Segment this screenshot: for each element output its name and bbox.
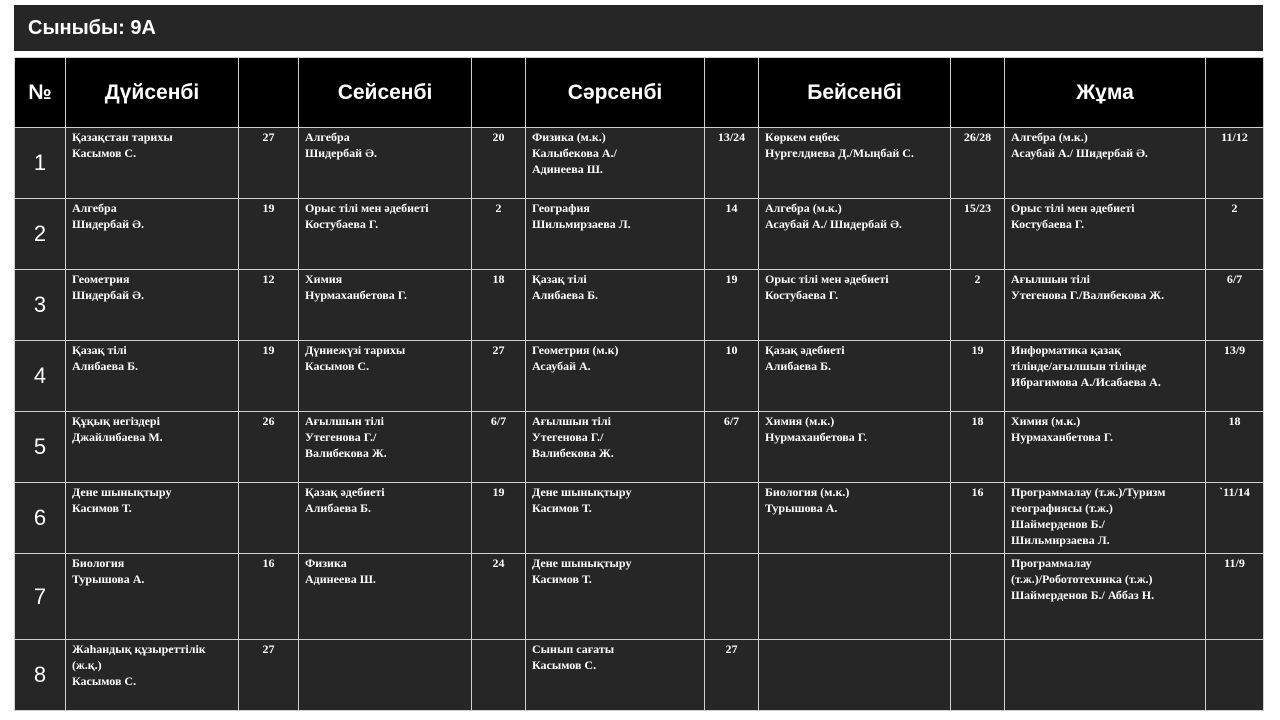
monday-room: 27 — [239, 640, 299, 711]
thursday-subject — [759, 640, 951, 711]
header-friday: Жұма — [1005, 58, 1206, 128]
wednesday-subject: Дене шынықтыру Касимов Т. — [526, 554, 705, 640]
lesson-row — [15, 128, 1264, 199]
wednesday-subject: Ағылшын тілі Утегенова Г./ Валибекова Ж. — [526, 412, 705, 483]
header-wednesday-room — [705, 58, 759, 128]
header-monday-room — [239, 58, 299, 128]
tuesday-room: 2 — [472, 199, 526, 270]
header-friday-room — [1206, 58, 1264, 128]
friday-subject — [1005, 640, 1206, 711]
wednesday-subject: Сынып сағаты Касымов С. — [526, 640, 705, 711]
thursday-room: 2 — [951, 270, 1005, 341]
tuesday-subject: Қазақ әдебиеті Алибаева Б. — [299, 483, 472, 554]
monday-subject: Дене шынықтыру Касимов Т. — [66, 483, 239, 554]
thursday-subject: Орыс тілі мен әдебиеті Костубаева Г. — [759, 270, 951, 341]
lesson-number: 4 — [15, 341, 66, 412]
monday-room: 19 — [239, 199, 299, 270]
thursday-subject: Қазақ әдебиеті Алибаева Б. — [759, 341, 951, 412]
header-monday: Дүйсенбі — [66, 58, 239, 128]
friday-room: 6/7 — [1206, 270, 1264, 341]
tuesday-room: 27 — [472, 341, 526, 412]
tuesday-room — [472, 640, 526, 711]
monday-room: 26 — [239, 412, 299, 483]
friday-subject: Ағылшын тілі Утегенова Г./Валибекова Ж. — [1005, 270, 1206, 341]
friday-room — [1206, 640, 1264, 711]
wednesday-room — [705, 554, 759, 640]
monday-room: 19 — [239, 341, 299, 412]
thursday-room: 26/28 — [951, 128, 1005, 199]
tuesday-room: 20 — [472, 128, 526, 199]
monday-room: 16 — [239, 554, 299, 640]
header-row — [15, 58, 1264, 128]
tuesday-subject: Химия Нурмаханбетова Г. — [299, 270, 472, 341]
lesson-row — [15, 412, 1264, 483]
wednesday-room: 13/24 — [705, 128, 759, 199]
friday-subject: Алгебра (м.к.) Асаубай А./ Шидербай Ә. — [1005, 128, 1206, 199]
wednesday-subject: Дене шынықтыру Касимов Т. — [526, 483, 705, 554]
monday-room — [239, 483, 299, 554]
schedule-table — [14, 57, 1264, 711]
tuesday-subject: Ағылшын тілі Утегенова Г./ Валибекова Ж. — [299, 412, 472, 483]
wednesday-room: 10 — [705, 341, 759, 412]
monday-subject: Геометрия Шидербай Ә. — [66, 270, 239, 341]
tuesday-subject: Физика Адинеева Ш. — [299, 554, 472, 640]
friday-subject: Орыс тілі мен әдебиеті Костубаева Г. — [1005, 199, 1206, 270]
wednesday-subject: Қазақ тілі Алибаева Б. — [526, 270, 705, 341]
tuesday-room: 18 — [472, 270, 526, 341]
lesson-row — [15, 341, 1264, 412]
monday-room: 27 — [239, 128, 299, 199]
lesson-number: 7 — [15, 554, 66, 640]
header-wednesday: Сәрсенбі — [526, 58, 705, 128]
lesson-row — [15, 640, 1264, 711]
tuesday-room: 24 — [472, 554, 526, 640]
monday-subject: Биология Турышова А. — [66, 554, 239, 640]
lesson-row — [15, 199, 1264, 270]
wednesday-room — [705, 483, 759, 554]
header-thursday-room — [951, 58, 1005, 128]
wednesday-room: 6/7 — [705, 412, 759, 483]
lesson-row — [15, 554, 1264, 640]
header-tuesday: Сейсенбі — [299, 58, 472, 128]
friday-room: `11/14 — [1206, 483, 1264, 554]
lesson-number: 5 — [15, 412, 66, 483]
wednesday-room: 14 — [705, 199, 759, 270]
header-thursday: Бейсенбі — [759, 58, 951, 128]
thursday-room — [951, 554, 1005, 640]
monday-room: 12 — [239, 270, 299, 341]
thursday-room: 19 — [951, 341, 1005, 412]
monday-subject: Алгебра Шидербай Ә. — [66, 199, 239, 270]
wednesday-room: 19 — [705, 270, 759, 341]
class-title: Сыныбы: 9А — [14, 5, 1263, 51]
thursday-room: 18 — [951, 412, 1005, 483]
tuesday-room: 6/7 — [472, 412, 526, 483]
wednesday-subject: Физика (м.к.) Калыбекова А./ Адинеева Ш. — [526, 128, 705, 199]
friday-room: 11/12 — [1206, 128, 1264, 199]
lesson-number: 8 — [15, 640, 66, 711]
lesson-number: 3 — [15, 270, 66, 341]
friday-room: 13/9 — [1206, 341, 1264, 412]
thursday-subject: Көркем еңбек Нургелдиева Д./Мыңбай С. — [759, 128, 951, 199]
lesson-row — [15, 270, 1264, 341]
thursday-room: 16 — [951, 483, 1005, 554]
wednesday-subject: География Шильмирзаева Л. — [526, 199, 705, 270]
lesson-number: 2 — [15, 199, 66, 270]
monday-subject: Қазақстан тарихы Касымов С. — [66, 128, 239, 199]
tuesday-subject: Дүниежүзі тарихы Касымов С. — [299, 341, 472, 412]
friday-subject: Программалау (т.ж.)/Робототехника (т.ж.) Шаймерденов Б./ Аббаз Н. — [1005, 554, 1206, 640]
friday-room: 11/9 — [1206, 554, 1264, 640]
thursday-subject: Алгебра (м.к.) Асаубай А./ Шидербай Ә. — [759, 199, 951, 270]
friday-subject: Химия (м.к.) Нурмаханбетова Г. — [1005, 412, 1206, 483]
thursday-room: 15/23 — [951, 199, 1005, 270]
wednesday-subject: Геометрия (м.к) Асаубай А. — [526, 341, 705, 412]
friday-room: 18 — [1206, 412, 1264, 483]
monday-subject: Қазақ тілі Алибаева Б. — [66, 341, 239, 412]
wednesday-room: 27 — [705, 640, 759, 711]
thursday-room — [951, 640, 1005, 711]
tuesday-room: 19 — [472, 483, 526, 554]
friday-subject: Программалау (т.ж.)/Туризм географиясы (т.ж.) Шаймерденов Б./ Шильмирзаева Л. — [1005, 483, 1206, 554]
friday-subject: Информатика қазақ тілінде/ағылшын тілінде Ибрагимова А./Исабаева А. — [1005, 341, 1206, 412]
tuesday-subject — [299, 640, 472, 711]
monday-subject: Құқық негіздері Джайлибаева М. — [66, 412, 239, 483]
lesson-number: 6 — [15, 483, 66, 554]
friday-room: 2 — [1206, 199, 1264, 270]
tuesday-subject: Орыс тілі мен әдебиеті Костубаева Г. — [299, 199, 472, 270]
lesson-row — [15, 483, 1264, 554]
thursday-subject: Биология (м.к.) Турышова А. — [759, 483, 951, 554]
lesson-number: 1 — [15, 128, 66, 199]
tuesday-subject: Алгебра Шидербай Ә. — [299, 128, 472, 199]
header-number: № — [15, 58, 66, 128]
header-tuesday-room — [472, 58, 526, 128]
monday-subject: Жаһандық құзыреттілік (ж.қ.) Касымов С. — [66, 640, 239, 711]
thursday-subject — [759, 554, 951, 640]
thursday-subject: Химия (м.к.) Нурмаханбетова Г. — [759, 412, 951, 483]
